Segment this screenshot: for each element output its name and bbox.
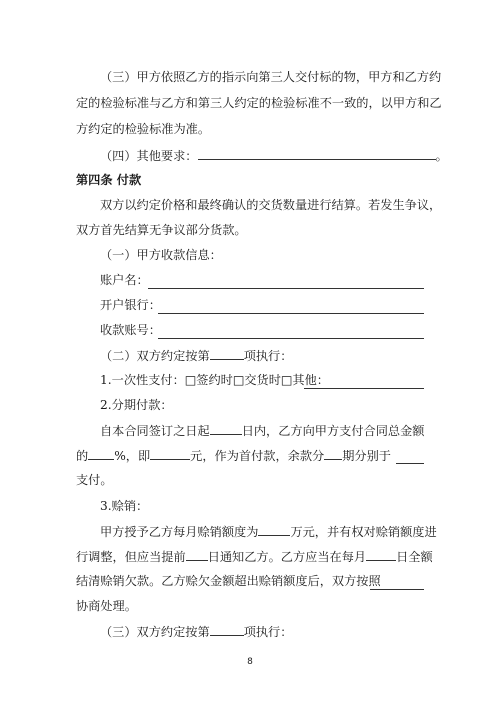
credit-text-c1: 结清赊销欠款。乙方赊欠金额超出赊销额度后，双方按照: [76, 574, 381, 588]
one-time-payment-label: 1.一次性支付：□签约时□交货时□其他：: [100, 373, 329, 387]
installment-text-b2: %，即: [114, 449, 151, 463]
clause-4-line: [100, 146, 448, 164]
account-name-blank[interactable]: [148, 274, 424, 289]
article-4-line-1: 双方以约定价格和最终确认的交货数量进行结算。若发生争议，: [100, 198, 442, 212]
credit-line-4: 协商处理。: [76, 599, 137, 613]
option-2-line: [100, 346, 460, 364]
credit-text-a2: 万元，并有权对赊销额度进: [290, 525, 437, 539]
installment-text-a1: 自本合同签订之日起: [100, 424, 210, 438]
clause-4-end: 。: [435, 149, 448, 163]
installment-dates-blank[interactable]: [396, 449, 424, 464]
installment-text-b3: 元，作为首付款，余款分: [190, 449, 325, 463]
credit-text-a1: 甲方授予乙方每月赊销额度为: [100, 525, 259, 539]
clause-3-line-1: （三）甲方依照乙方的指示向第三人交付标的物，甲方和乙方约: [100, 70, 442, 84]
credit-text-b3: 日全额: [396, 550, 433, 564]
credit-handling-blank[interactable]: [370, 575, 424, 590]
option-3-blank[interactable]: [210, 622, 244, 636]
installment-line-1: [100, 421, 460, 439]
option-3-suffix: 项执行：: [243, 625, 293, 639]
account-no-blank[interactable]: [158, 324, 424, 339]
installment-line-2: [76, 446, 436, 464]
credit-text-b1: 行调整，但应当提前: [76, 550, 186, 564]
option-2-suffix: 项执行：: [243, 349, 293, 363]
credit-title: 3.赊销：: [100, 499, 149, 513]
installment-days-blank[interactable]: [210, 421, 242, 435]
credit-notice-days-blank[interactable]: [186, 547, 208, 561]
other-requirements-blank[interactable]: [198, 146, 436, 160]
clause-3-line-2: 定的检验标准与乙方和第三人约定的检验标准不一致的，以甲方和乙: [76, 96, 442, 110]
credit-line-1: [100, 522, 460, 540]
clause-4-label: （四）其他要求：: [100, 149, 198, 163]
option-3-prefix: （三）双方约定按第: [100, 625, 210, 639]
article-4-line-2: 双方首先结算无争议部分货款。: [76, 223, 247, 237]
installment-amount-blank[interactable]: [150, 446, 190, 460]
installment-text-b4: 期分别于: [342, 449, 391, 463]
installment-text-b1: 的: [76, 449, 89, 463]
installment-percent-blank[interactable]: [88, 446, 114, 460]
account-name-label: 账户名：: [100, 273, 149, 287]
article-4-title: 第四条 付款: [76, 173, 142, 187]
installment-title: 2.分期付款：: [100, 398, 173, 412]
installment-line-3: 支付。: [76, 473, 113, 487]
option-3-line: [100, 622, 460, 640]
credit-limit-blank[interactable]: [258, 522, 290, 536]
option-2-blank[interactable]: [210, 346, 244, 360]
payee-info-title: （一）甲方收款信息：: [100, 248, 222, 262]
credit-text-b2: 日通知乙方。乙方应当在每月: [207, 550, 367, 564]
clause-3-line-3: 方约定的检验标准为准。: [76, 122, 211, 136]
page-number: 8: [247, 657, 253, 667]
installment-text-a2: 日内，乙方向甲方支付合同总金额: [241, 424, 425, 438]
one-time-other-blank[interactable]: [304, 374, 424, 389]
bank-label: 开户银行：: [100, 298, 161, 312]
credit-settle-day-blank[interactable]: [366, 547, 396, 561]
option-2-prefix: （二）双方约定按第: [100, 349, 210, 363]
bank-blank[interactable]: [158, 299, 424, 314]
installment-periods-blank[interactable]: [324, 446, 342, 460]
account-no-label: 收款账号：: [100, 323, 161, 337]
credit-line-2: [76, 547, 436, 565]
